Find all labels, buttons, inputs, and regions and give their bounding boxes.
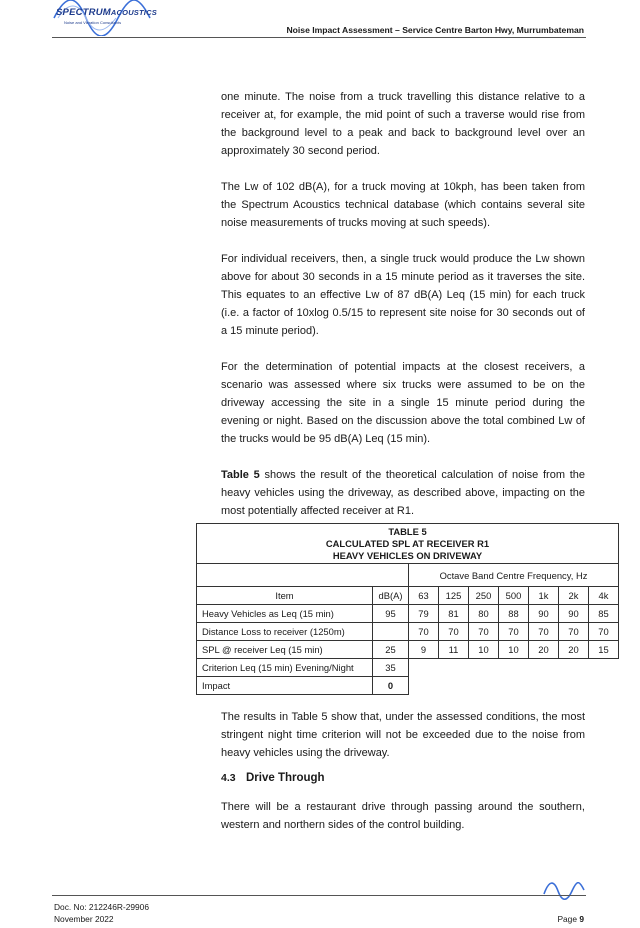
table-cell: 88 [499, 605, 529, 623]
table-cell: 90 [529, 605, 559, 623]
table-row-criterion [197, 659, 619, 677]
paragraph-4: For the determination of potential impacts at the closest receivers, a scenario was assessed where six trucks were assumed to be on the driveway accessing the site in a single 15 minute period during the evening or night. Based on the discussion above the total combined Lw of the trucks would be 95 dB(A) Leq (15 min). [221, 361, 585, 445]
table-cell: Heavy Vehicles as Leq (15 min) [197, 605, 373, 623]
table-cell: 11 [439, 641, 469, 659]
page-number: Page 9 [557, 914, 584, 924]
table-row [197, 605, 619, 623]
table-cell: 20 [529, 641, 559, 659]
table-cell: 70 [529, 623, 559, 641]
table-header-row [197, 587, 619, 605]
table-cell: Criterion Leq (15 min) Evening/Night [197, 659, 373, 677]
table-cell: 35 [373, 659, 409, 677]
paragraph-1: one minute. The noise from a truck travelling this distance relative to a receiver at, for example, the mid point of such a traverse would rise from the background level to a peak and back to background level over an approximately 30 second period. [221, 91, 585, 157]
table-intro-paragraph [221, 466, 585, 520]
column-header: 4k [589, 587, 619, 605]
column-header: 125 [439, 587, 469, 605]
sine-wave-logo-icon [52, 0, 164, 36]
table-cell: 25 [373, 641, 409, 659]
table-header-row-octave [197, 564, 619, 587]
section-text [221, 798, 585, 834]
column-header: Item [197, 587, 373, 605]
table-cell: 70 [439, 623, 469, 641]
table-reference: Table 5 [221, 469, 260, 481]
table-cell: 81 [439, 605, 469, 623]
table-cell: 95 [373, 605, 409, 623]
section-title: Drive Through [246, 772, 325, 784]
table-cell: 10 [469, 641, 499, 659]
footer-wave-icon [543, 882, 585, 900]
table-cell: 15 [589, 641, 619, 659]
results-text [221, 708, 585, 762]
company-logo [52, 0, 164, 36]
section-heading [221, 772, 325, 784]
table-cell: 79 [409, 605, 439, 623]
header-divider [52, 37, 586, 38]
column-header: dB(A) [373, 587, 409, 605]
table-cell: 70 [559, 623, 589, 641]
footer-divider [52, 895, 586, 896]
document-number: Doc. No: 212246R-29906 [54, 902, 149, 912]
column-header: 1k [529, 587, 559, 605]
table-cell: 70 [409, 623, 439, 641]
table-cell: 70 [589, 623, 619, 641]
table-cell: 70 [469, 623, 499, 641]
table-cell [373, 623, 409, 641]
column-header: 2k [559, 587, 589, 605]
paragraph-2: The Lw of 102 dB(A), for a truck moving at 10kph, has been taken from the Spectrum Acoustics technical database (which contains several site noise measurements of trucks moving at such speeds). [221, 181, 585, 229]
table-cell: SPL @ receiver Leq (15 min) [197, 641, 373, 659]
results-paragraph: The results in Table 5 show that, under the assessed conditions, the most stringent night time criterion will not be exceeded due to the noise from heavy vehicles using the driveway. [221, 711, 585, 759]
column-header: 250 [469, 587, 499, 605]
table-title: TABLE 5 CALCULATED SPL AT RECEIVER R1 HEAVY VEHICLES ON DRIVEWAY [197, 524, 619, 564]
table-row [197, 641, 619, 659]
table-cell: 80 [469, 605, 499, 623]
table-cell: 10 [499, 641, 529, 659]
document-date: November 2022 [54, 914, 114, 924]
impact-value: 0 [373, 677, 409, 695]
octave-band-header: Octave Band Centre Frequency, Hz [409, 564, 619, 587]
logo-wordmark: SPECTRUMACOUSTICS [56, 7, 157, 18]
header-title: Noise Impact Assessment – Service Centre Barton Hwy, Murrumbateman [286, 25, 584, 35]
logo-tagline: Noise and Vibration Consultants [64, 20, 122, 25]
table-cell: 20 [559, 641, 589, 659]
table-cell: 70 [499, 623, 529, 641]
table-cell: Impact [197, 677, 373, 695]
table-row [197, 623, 619, 641]
column-header: 500 [499, 587, 529, 605]
body-text [221, 88, 585, 520]
section-number: 4.3 [221, 772, 236, 784]
table-cell: 90 [559, 605, 589, 623]
table-row-impact [197, 677, 619, 695]
table-cell: 85 [589, 605, 619, 623]
table-cell: 9 [409, 641, 439, 659]
table-5 [196, 523, 619, 695]
table-cell: Distance Loss to receiver (1250m) [197, 623, 373, 641]
column-header: 63 [409, 587, 439, 605]
section-paragraph: There will be a restaurant drive through passing around the southern, western and northern sides of the control building. [221, 801, 585, 831]
table-intro-text: shows the result of the theoretical calculation of noise from the heavy vehicles using the driveway, as described above, impacting on the most potentially affected receiver at R1. [221, 469, 585, 517]
paragraph-3: For individual receivers, then, a single truck would produce the Lw shown above for about 30 seconds in a 15 minute period as it traverses the site. This equates to an effective Lw of 87 dB(A) Leq (15 min) for each truck (i.e. a factor of 10xlog 0.5/15 to represent site noise for 30 seconds out of a 15 minute period). [221, 253, 585, 337]
